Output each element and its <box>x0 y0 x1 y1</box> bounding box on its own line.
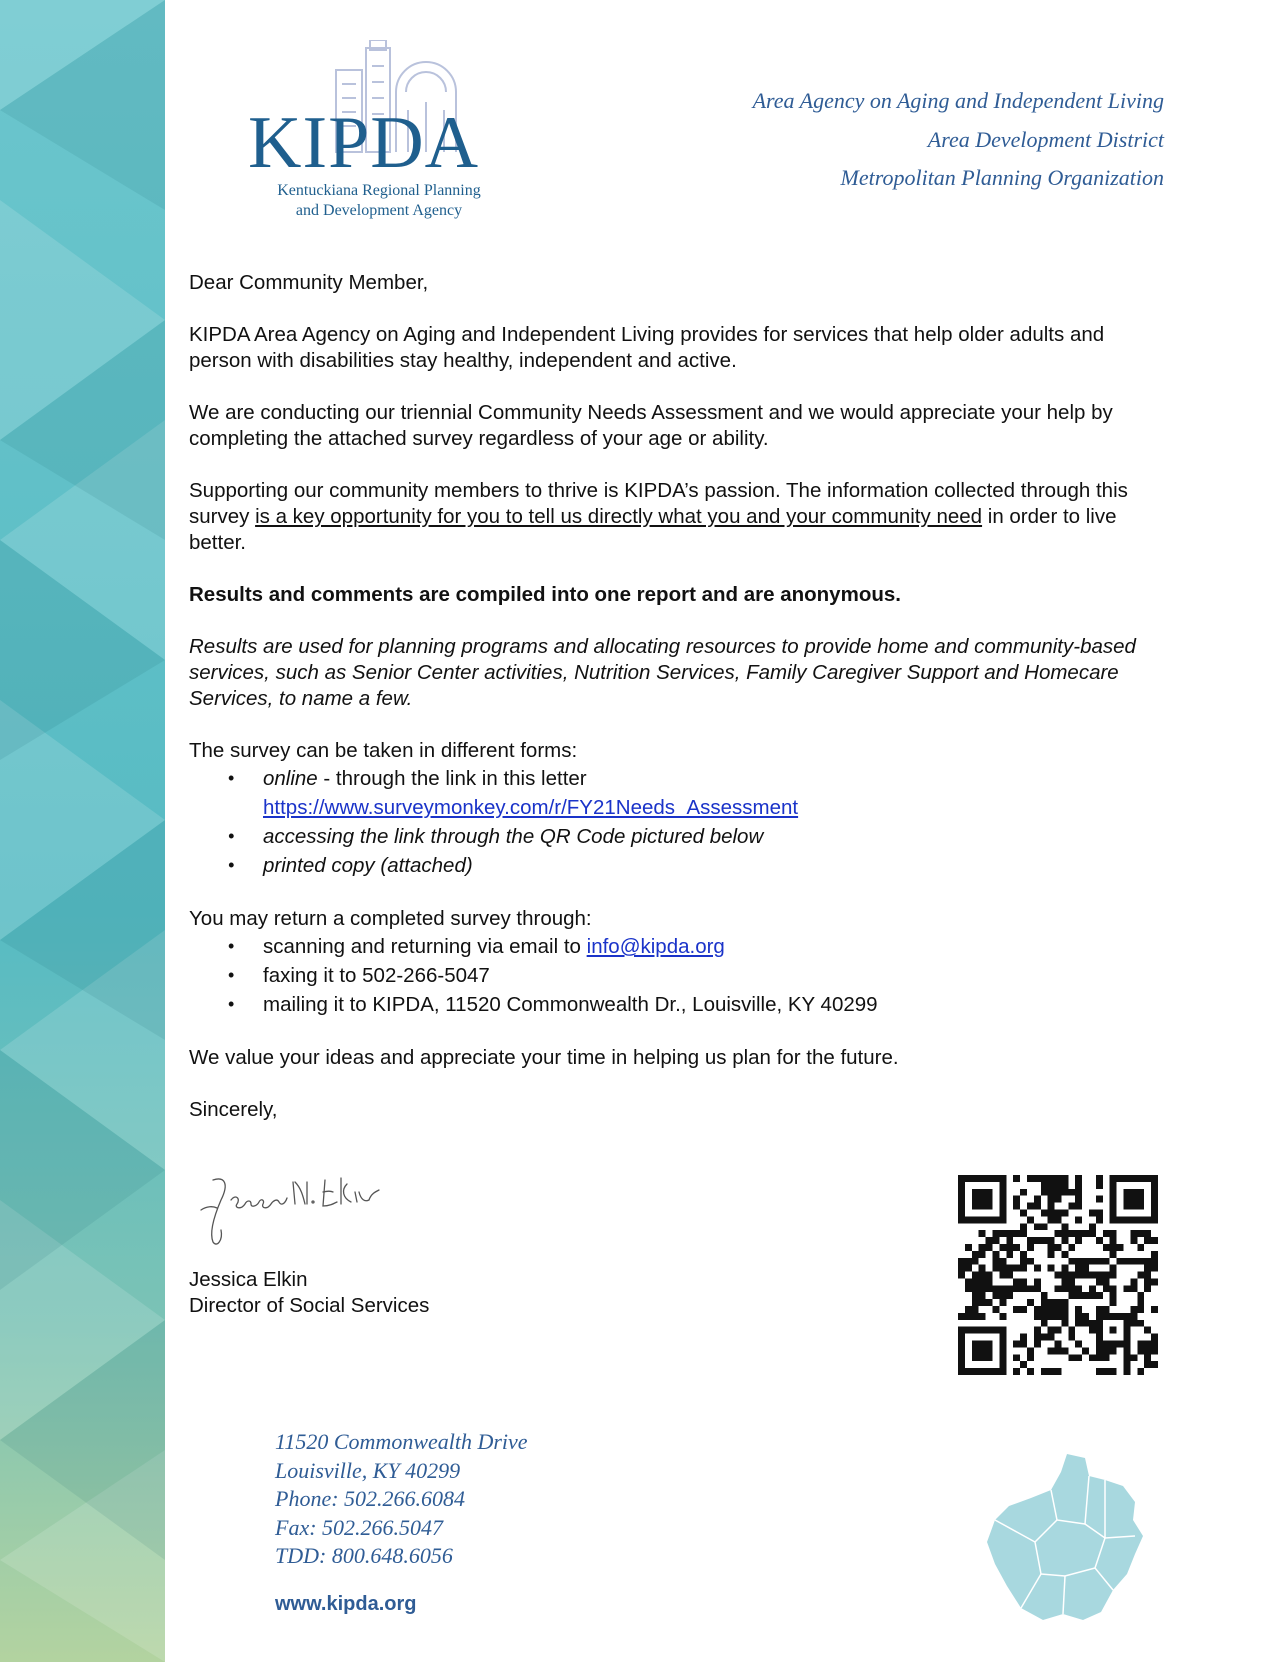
tagline-planning-org: Metropolitan Planning Organization <box>840 165 1164 190</box>
footer-phone: Phone: 502.266.6084 <box>275 1486 466 1511</box>
list-item-email <box>263 932 1169 961</box>
signer-name: Jessica Elkin <box>189 1268 308 1291</box>
footer-city: Louisville, KY 40299 <box>275 1457 461 1483</box>
list-item-online <box>263 764 1169 822</box>
signoff: Sincerely, <box>189 1098 278 1121</box>
footer-website-link[interactable]: www.kipda.org <box>275 1592 417 1615</box>
tagline-aging: Area Agency on Aging and Independent Living <box>752 88 1164 113</box>
logo-subtitle-line1: Kentuckiana Regional Planning <box>277 182 481 199</box>
list-item-fax: • faxing it to 502-266-5047 <box>263 961 1169 990</box>
return-methods-list <box>189 932 1169 1019</box>
organization-tagline <box>753 86 1164 202</box>
signer-title: Director of Social Services <box>189 1294 430 1317</box>
logo-subtitle-line2: and Development Agency <box>295 202 463 219</box>
list-item-qr: • accessing the link through the QR Code pictured below <box>263 822 1169 851</box>
list-item-printed: • printed copy (attached) <box>263 851 1169 880</box>
anonymity-statement: Results and comments are compiled into one report and are anonymous. <box>189 583 901 606</box>
return-intro: You may return a completed survey through: <box>189 907 592 930</box>
survey-forms-intro: The survey can be taken in different forms: <box>189 739 578 762</box>
paragraph-services: KIPDA Area Agency on Aging and Independent Living provides for services that help older adults and person with disabilities stay healthy, independent and active. <box>189 323 1105 372</box>
survey-link[interactable]: https://www.surveymonkey.com/r/FY21Needs_Assessment <box>263 796 799 819</box>
greeting: Dear Community Member, <box>189 271 429 294</box>
footer-fax: Fax: 502.266.5047 <box>275 1514 444 1540</box>
footer-tdd: TDD: 800.648.6056 <box>275 1543 453 1568</box>
passion-text-end: in order to live better. <box>189 505 1117 554</box>
decorative-side-band <box>0 0 165 1662</box>
survey-forms-list <box>189 764 1169 880</box>
paragraph-assessment: We are conducting our triennial Community Needs Assessment and we would appreciate your help by completing the attached survey regardless of your age or ability. <box>189 401 1113 450</box>
signature-block <box>189 1267 429 1319</box>
paragraph-passion <box>189 478 1169 556</box>
passion-text-underlined: is a key opportunity for you to tell us directly what you and your community need <box>255 505 983 528</box>
footer-contact <box>275 1428 528 1616</box>
list-item-mail: • mailing it to KIPDA, 11520 Commonwealth Dr., Louisville, KY 40299 <box>263 990 1169 1019</box>
online-text: - through the link in this letter <box>317 767 587 790</box>
handwritten-signature <box>195 1170 395 1250</box>
email-link[interactable]: info@kipda.org <box>586 935 725 958</box>
kipda-logo <box>240 40 520 230</box>
email-text: scanning and returning via email to <box>263 935 587 958</box>
passion-text-start: Supporting our community members to thrive is KIPDA’s passion. The information collected through this survey <box>189 479 1128 528</box>
tagline-development-district: Area Development District <box>927 126 1164 152</box>
closing-line: We value your ideas and appreciate your time in helping us plan for the future. <box>189 1046 899 1069</box>
footer-street: 11520 Commonwealth Drive <box>275 1429 528 1454</box>
letter-body <box>189 270 1169 1123</box>
paragraph-results-usage: Results are used for planning programs and allocating resources to provide home and community-based services, such as Senior Center activities, Nutrition Services, Family Caregiver Support and Homecare Services, to name a few. <box>189 635 1136 710</box>
online-label: online <box>263 767 318 790</box>
region-map-icon <box>985 1450 1160 1625</box>
logo-wordmark: KIPDA <box>248 102 480 184</box>
qr-code-icon <box>958 1175 1158 1375</box>
